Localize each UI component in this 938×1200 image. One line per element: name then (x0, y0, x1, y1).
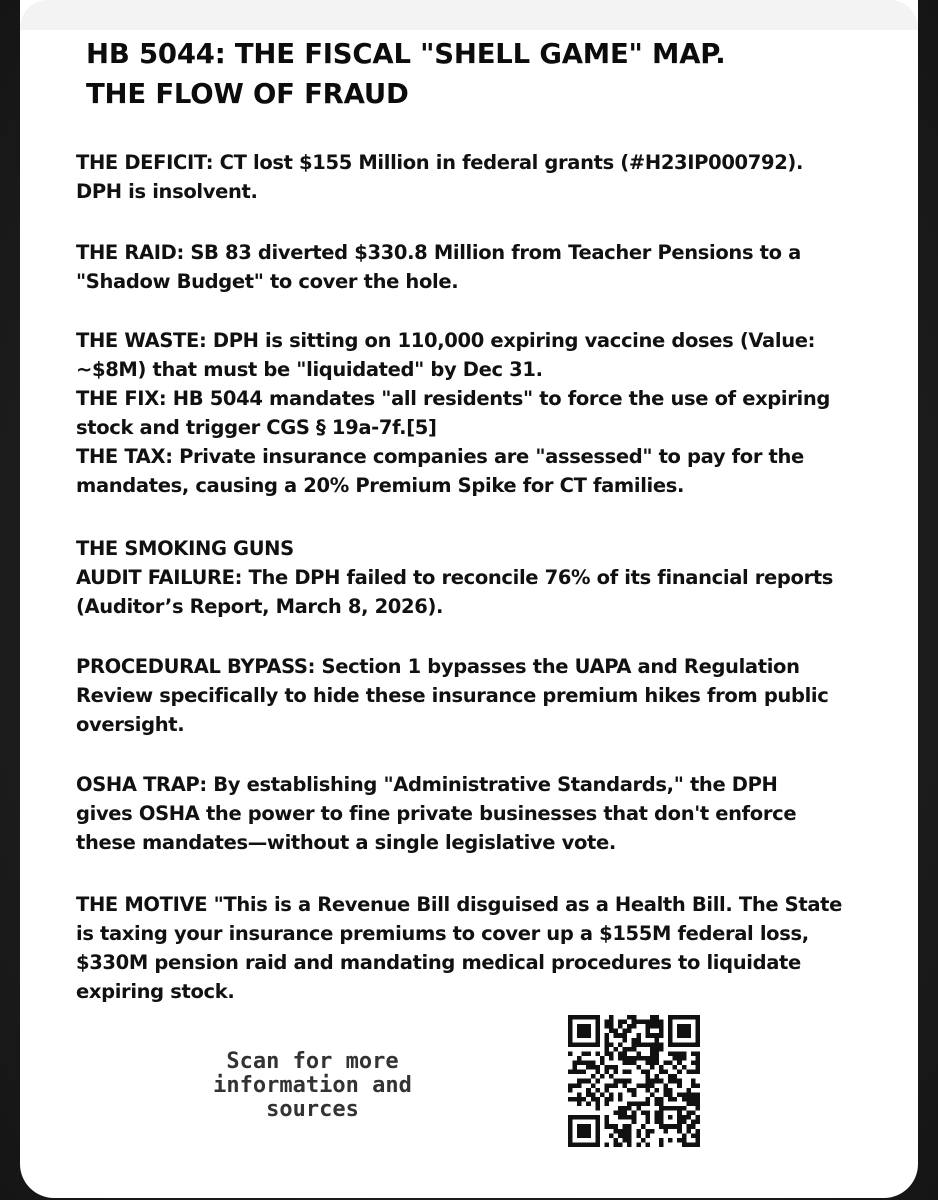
text-line: mandates, causing a 20% Premium Spike for CT families. (76, 474, 685, 497)
text-line: "Shadow Budget" to cover the hole. (76, 270, 459, 293)
text-line: AUDIT FAILURE: The DPH failed to reconcile 76% of its financial reports (76, 566, 834, 589)
text-line: ~$8M) that must be "liquidated" by Dec 31. (76, 358, 543, 381)
title-line: THE FLOW OF FRAUD (86, 78, 409, 110)
text-line: THE SMOKING GUNS (76, 537, 294, 560)
text-line: gives OSHA the power to fine private businesses that don't enforce (76, 802, 797, 825)
text-line: THE WASTE: DPH is sitting on 110,000 expiring vaccine doses (Value: (76, 329, 816, 352)
text-line: expiring stock. (76, 980, 235, 1003)
text-line: $330M pension raid and mandating medical procedures to liquidate (76, 951, 801, 974)
scan-line: information and (213, 1073, 412, 1098)
qr-code[interactable] (568, 1015, 700, 1147)
scan-line: Scan for more (226, 1049, 399, 1074)
text-line: THE TAX: Private insurance companies are "assessed" to pay for the (76, 445, 804, 468)
text-line: THE RAID: SB 83 diverted $330.8 Million from Teacher Pensions to a (76, 241, 801, 264)
smoking-guns-paragraph (76, 534, 876, 621)
text-line: THE FIX: HB 5044 mandates "all residents" to force the use of expiring (76, 387, 830, 410)
osha-paragraph (76, 770, 876, 857)
scan-caption (170, 1050, 455, 1122)
raid-paragraph (76, 238, 876, 296)
motive-paragraph (76, 890, 876, 1006)
text-line: PROCEDURAL BYPASS: Section 1 bypasses the UAPA and Regulation (76, 655, 800, 678)
flyer-title (86, 34, 886, 114)
title-line: HB 5044: THE FISCAL "SHELL GAME" MAP. (86, 38, 726, 70)
text-line: THE MOTIVE "This is a Revenue Bill disguised as a Health Bill. The State (76, 893, 842, 916)
text-line: OSHA TRAP: By establishing "Administrative Standards," the DPH (76, 773, 778, 796)
text-line: these mandates—without a single legislative vote. (76, 831, 616, 854)
deficit-paragraph (76, 148, 876, 206)
text-line: stock and trigger CGS § 19a-7f.[5] (76, 416, 437, 439)
scan-line: sources (266, 1097, 359, 1122)
text-line: THE DEFICIT: CT lost $155 Million in federal grants (#H23IP000792). (76, 151, 804, 174)
text-line: (Auditor’s Report, March 8, 2026). (76, 595, 444, 618)
flyer-card (20, 0, 918, 1198)
bypass-paragraph (76, 652, 876, 739)
text-line: oversight. (76, 713, 185, 736)
waste-fix-tax-paragraph (76, 326, 876, 500)
text-line: is taxing your insurance premiums to cover up a $155M federal loss, (76, 922, 809, 945)
text-line: Review specifically to hide these insurance premium hikes from public (76, 684, 829, 707)
text-line: DPH is insolvent. (76, 180, 258, 203)
